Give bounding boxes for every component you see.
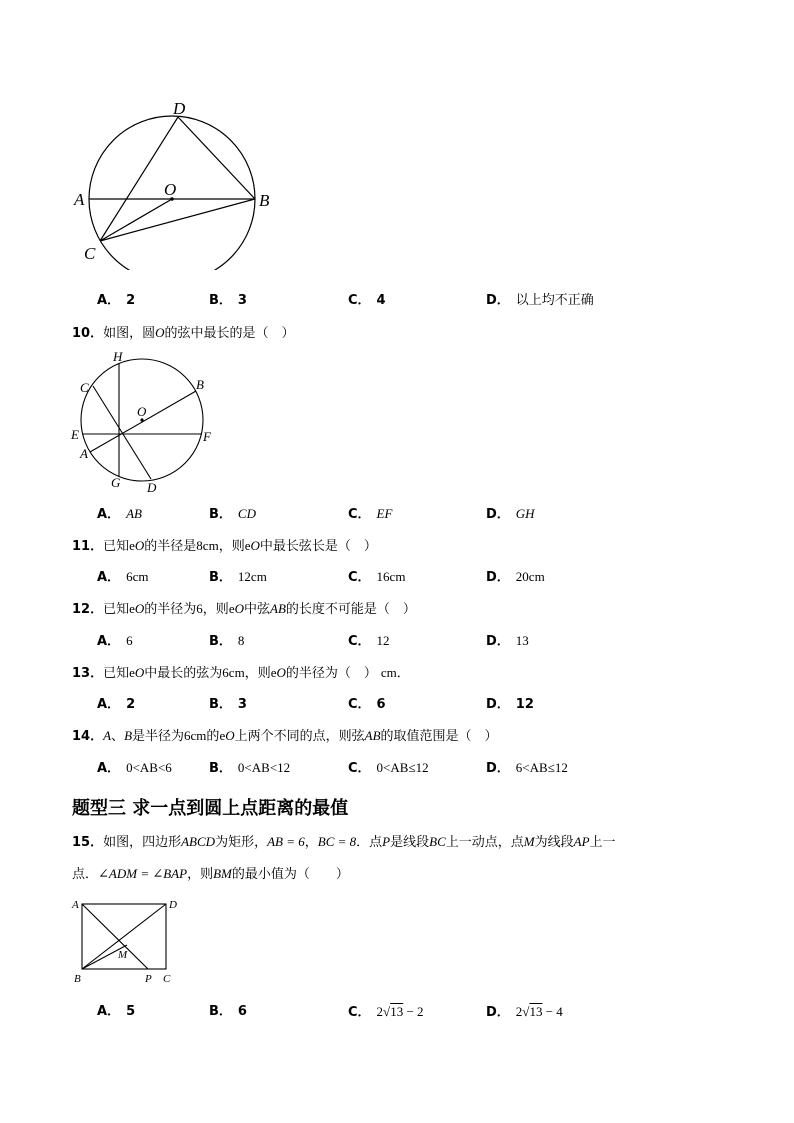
label-g: G bbox=[111, 475, 121, 490]
var-o: O bbox=[276, 665, 286, 680]
q11-option-c[interactable] bbox=[348, 568, 405, 587]
q10-text-2: 的弦中最长的是（ ） bbox=[164, 326, 295, 341]
q10-option-b[interactable] bbox=[209, 505, 256, 524]
option-letter: C． bbox=[348, 507, 371, 522]
q13-option-c[interactable] bbox=[348, 696, 386, 714]
option-letter: D． bbox=[486, 507, 510, 522]
q14-radius: 6cm bbox=[184, 728, 207, 743]
label-h: H bbox=[113, 349, 123, 364]
q12-text: 中弦 bbox=[243, 602, 270, 617]
var-p: P bbox=[382, 834, 391, 849]
option-value: 5 bbox=[126, 1004, 136, 1019]
q15-text: 的最小值为（ ） bbox=[231, 867, 349, 882]
q15-option-b[interactable] bbox=[209, 1003, 247, 1021]
q15-option-c[interactable] bbox=[348, 1003, 424, 1022]
option-value: 2 bbox=[126, 293, 136, 308]
option-letter: A． bbox=[97, 570, 121, 585]
q15-text: 上一动点，点 bbox=[445, 835, 524, 850]
q10-option-c[interactable] bbox=[348, 505, 392, 524]
circle-symbol: e bbox=[228, 601, 235, 616]
label-a: A bbox=[74, 190, 85, 209]
eq-angle: ∠ADM = ∠BAP bbox=[98, 866, 188, 881]
q13-text: 已知 bbox=[103, 666, 130, 681]
chord-ab bbox=[90, 391, 196, 452]
q14-text: 是半径为 bbox=[132, 729, 185, 744]
option-letter: B． bbox=[209, 293, 232, 308]
option-letter: A． bbox=[97, 507, 121, 522]
option-letter: C． bbox=[348, 634, 371, 649]
option-letter: C． bbox=[348, 761, 371, 776]
option-value: 0<AB≤12 bbox=[376, 760, 429, 775]
q13-unit: cm bbox=[380, 665, 397, 680]
q15-text: 为线段 bbox=[534, 835, 574, 850]
var-o: O bbox=[134, 601, 145, 616]
q11-stem bbox=[72, 537, 377, 556]
option-letter: D． bbox=[486, 293, 510, 308]
option-value: 2√13 − 2 bbox=[376, 1004, 424, 1019]
remainder: − 4 bbox=[542, 1004, 563, 1019]
coefficient: 2 bbox=[376, 1004, 384, 1019]
option-letter: A． bbox=[97, 634, 121, 649]
q15-text: 上一 bbox=[589, 835, 616, 850]
option-value: 12 bbox=[515, 697, 534, 712]
q14-option-d[interactable] bbox=[486, 759, 568, 778]
q13-option-a[interactable] bbox=[97, 696, 135, 714]
q14-stem bbox=[72, 727, 498, 746]
q15-text: 如图，四边形 bbox=[103, 835, 182, 850]
var-ab: AB bbox=[364, 728, 381, 743]
q11-number: 11． bbox=[72, 539, 104, 554]
q9-option-a[interactable] bbox=[97, 292, 135, 310]
q15-stem-line2 bbox=[72, 865, 349, 884]
q15-stem-line1 bbox=[72, 833, 616, 852]
q12-text: 的半径为 bbox=[144, 602, 197, 617]
q13-stem bbox=[72, 664, 410, 683]
option-value: 6 bbox=[376, 697, 386, 712]
label-d: D bbox=[147, 480, 157, 495]
option-value: EF bbox=[376, 506, 393, 521]
option-value: 20cm bbox=[515, 569, 545, 584]
label-a: A bbox=[72, 899, 79, 911]
option-letter: D． bbox=[486, 570, 510, 585]
option-letter: A． bbox=[97, 1004, 121, 1019]
q14-option-a[interactable] bbox=[97, 759, 172, 778]
chord-cb bbox=[100, 199, 255, 241]
label-c: C bbox=[80, 380, 89, 395]
option-value: GH bbox=[515, 506, 535, 521]
option-letter: B． bbox=[209, 570, 232, 585]
q15-text: ， bbox=[304, 835, 318, 850]
label-d: D bbox=[173, 99, 186, 118]
label-c: C bbox=[84, 244, 96, 263]
var-o: O bbox=[225, 728, 235, 743]
q12-text: 的长度不可能是（ ） bbox=[285, 602, 416, 617]
q13-text: 中最长的弦为 bbox=[144, 666, 223, 681]
eq-ab: AB = 6 bbox=[267, 834, 305, 849]
q14-text: 上两个不同的点，则弦 bbox=[234, 729, 365, 744]
label-b: B bbox=[74, 973, 81, 985]
q15-number: 15． bbox=[72, 835, 104, 850]
var-b: B bbox=[124, 728, 133, 743]
q15-text: 为矩形， bbox=[215, 835, 268, 850]
var-bm: BM bbox=[213, 866, 232, 881]
option-letter: D． bbox=[486, 634, 510, 649]
q14-text: 的取值范围是（ ） bbox=[380, 729, 498, 744]
label-m: M bbox=[118, 949, 128, 961]
q12-radius: 6 bbox=[196, 601, 203, 616]
q10-var-o: O bbox=[155, 325, 165, 340]
q13-diameter: 6cm bbox=[222, 665, 245, 680]
q13-text: ． bbox=[396, 666, 410, 681]
circle-symbol: e bbox=[129, 538, 135, 553]
q11-option-a[interactable] bbox=[97, 568, 148, 587]
q9-option-c[interactable] bbox=[348, 292, 386, 310]
option-letter: B． bbox=[209, 761, 232, 776]
q11-text: 中最长弦长是（ ） bbox=[259, 539, 377, 554]
q12-text: 已知 bbox=[103, 602, 130, 617]
option-letter: B． bbox=[209, 507, 232, 522]
option-value: 0<AB<12 bbox=[237, 760, 291, 775]
remainder: − 2 bbox=[403, 1004, 424, 1019]
q12-option-b[interactable] bbox=[209, 632, 244, 651]
circle-symbol: e bbox=[129, 665, 135, 680]
q10-number: 10． bbox=[72, 326, 104, 341]
var-ap: AP bbox=[573, 834, 590, 849]
q15-text: 点． bbox=[72, 867, 99, 882]
label-o: O bbox=[137, 404, 147, 419]
option-letter: D． bbox=[486, 761, 510, 776]
circle-symbol: e bbox=[270, 665, 277, 680]
option-letter: B． bbox=[209, 1004, 232, 1019]
q10-text-1: 如图，圆 bbox=[103, 326, 156, 341]
var-a: A bbox=[103, 728, 112, 743]
var-o: O bbox=[234, 601, 244, 616]
option-letter: C． bbox=[348, 1005, 371, 1020]
q13-option-d[interactable] bbox=[486, 696, 534, 714]
label-b: B bbox=[259, 191, 270, 210]
option-value: 2 bbox=[126, 697, 136, 712]
option-letter: A． bbox=[97, 761, 121, 776]
section-heading: 题型三 求一点到圆上点距离的最值 bbox=[72, 798, 349, 819]
option-value: 6 bbox=[126, 633, 133, 648]
option-letter: D． bbox=[486, 697, 510, 712]
option-value: 6cm bbox=[126, 569, 149, 584]
q9-option-d[interactable] bbox=[486, 292, 594, 310]
var-o: O bbox=[134, 538, 145, 553]
q13-text: ，则 bbox=[244, 666, 271, 681]
q15-text: 是线段 bbox=[390, 835, 430, 850]
option-letter: B． bbox=[209, 697, 232, 712]
q12-option-a[interactable] bbox=[97, 632, 133, 651]
option-letter: C． bbox=[348, 293, 371, 308]
q14-text: 、 bbox=[111, 729, 125, 744]
q10-stem bbox=[72, 324, 295, 343]
label-e: E bbox=[71, 427, 79, 442]
option-value: 4 bbox=[376, 293, 386, 308]
option-letter: C． bbox=[348, 570, 371, 585]
var-m: M bbox=[523, 834, 535, 849]
q12-option-c[interactable] bbox=[348, 632, 390, 651]
q15-option-a[interactable] bbox=[97, 1003, 135, 1021]
label-a: A bbox=[80, 446, 88, 461]
circle-symbol: e bbox=[244, 538, 251, 553]
q13-text: 的半径为（ ） bbox=[285, 666, 377, 681]
q13-option-b[interactable] bbox=[209, 696, 247, 714]
option-letter: A． bbox=[97, 293, 121, 308]
q11-text: 的半径是 bbox=[144, 539, 197, 554]
option-value: 13 bbox=[515, 633, 529, 648]
circle-symbol: e bbox=[129, 601, 135, 616]
segment-co bbox=[100, 199, 172, 241]
option-value: 16cm bbox=[376, 569, 406, 584]
q14-number: 14． bbox=[72, 729, 104, 744]
option-value: 3 bbox=[237, 697, 247, 712]
q11-text: ，则 bbox=[218, 539, 245, 554]
option-value: 6<AB≤12 bbox=[515, 760, 568, 775]
option-value: 0<AB<6 bbox=[126, 760, 172, 775]
option-value: 6 bbox=[237, 1004, 247, 1019]
q11-option-b[interactable] bbox=[209, 568, 267, 587]
q15-option-d[interactable] bbox=[486, 1003, 563, 1022]
q9-option-b[interactable] bbox=[209, 292, 247, 310]
q11-option-d[interactable] bbox=[486, 568, 545, 587]
figure-q15-rectangle bbox=[68, 893, 188, 988]
label-d: D bbox=[169, 899, 177, 911]
q12-text: ，则 bbox=[202, 602, 229, 617]
option-value: 12cm bbox=[237, 569, 267, 584]
q10-option-d[interactable] bbox=[486, 505, 535, 524]
q12-stem bbox=[72, 600, 416, 619]
figure-q10-circle bbox=[65, 345, 225, 495]
chord-dc bbox=[100, 117, 178, 241]
var-ab: AB bbox=[270, 601, 286, 616]
q12-option-d[interactable] bbox=[486, 632, 529, 651]
q11-text: 已知 bbox=[103, 539, 130, 554]
q12-number: 12． bbox=[72, 602, 104, 617]
var-abcd: ABCD bbox=[181, 834, 216, 849]
circle-symbol: e bbox=[219, 728, 226, 743]
radicand: 13 bbox=[529, 1004, 543, 1019]
option-value: AB bbox=[126, 506, 142, 521]
coefficient: 2 bbox=[515, 1004, 523, 1019]
option-letter: B． bbox=[209, 634, 232, 649]
label-p: P bbox=[145, 973, 152, 985]
var-bc: BC bbox=[429, 834, 446, 849]
label-o: O bbox=[164, 180, 177, 199]
q10-option-a[interactable] bbox=[97, 505, 142, 524]
option-value: 2√13 − 4 bbox=[515, 1004, 563, 1019]
q13-number: 13． bbox=[72, 666, 104, 681]
q11-radius: 8cm bbox=[196, 538, 219, 553]
q14-option-c[interactable] bbox=[348, 759, 429, 778]
option-value: 3 bbox=[237, 293, 247, 308]
q14-text: 的 bbox=[206, 729, 220, 744]
q15-text: ．点 bbox=[356, 835, 383, 850]
eq-bc: BC = 8 bbox=[317, 834, 357, 849]
option-value: 以上均不正确 bbox=[515, 293, 594, 308]
option-letter: A． bbox=[97, 697, 121, 712]
option-letter: D． bbox=[486, 1005, 510, 1020]
figure-q9-circle bbox=[70, 95, 290, 270]
var-o: O bbox=[250, 538, 260, 553]
label-c: C bbox=[163, 973, 171, 985]
label-f: F bbox=[203, 429, 211, 444]
option-value: CD bbox=[237, 506, 256, 521]
var-o: O bbox=[134, 665, 145, 680]
option-letter: C． bbox=[348, 697, 371, 712]
q15-text: ，则 bbox=[187, 867, 214, 882]
label-b: B bbox=[196, 377, 204, 392]
segment-ap bbox=[82, 904, 148, 969]
option-value: 8 bbox=[237, 633, 245, 648]
option-value: 12 bbox=[376, 633, 390, 648]
q14-option-b[interactable] bbox=[209, 759, 290, 778]
chord-cd bbox=[93, 386, 151, 479]
radicand: 13 bbox=[390, 1004, 404, 1019]
